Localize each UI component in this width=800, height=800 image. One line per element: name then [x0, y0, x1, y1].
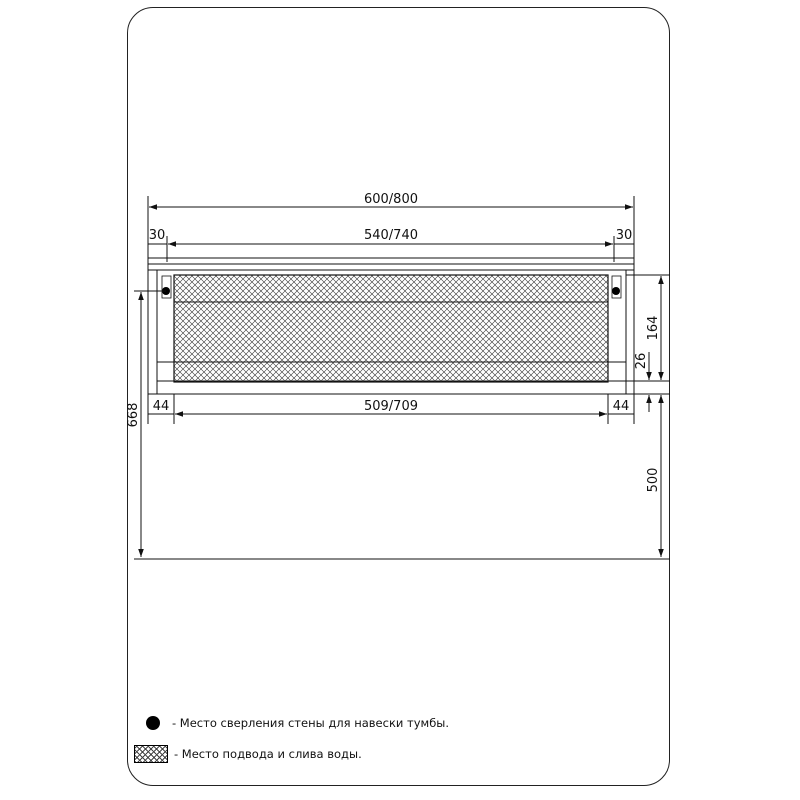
mounting-bracket-left: [162, 276, 171, 298]
side-left-label: 30: [148, 228, 166, 243]
bottom-left-label: 44: [152, 399, 170, 414]
bottom-right-label: 44: [612, 399, 630, 414]
bottom-offset-label: 26: [634, 352, 649, 370]
zone-height-label: 164: [646, 315, 661, 341]
legend-drill: [134, 716, 449, 730]
water-legend-label: - Место подвода и слива воды.: [174, 747, 362, 761]
water-supply-zone: [174, 275, 608, 382]
side-right-label: 30: [615, 228, 633, 243]
floor-height-label: 500: [646, 467, 661, 493]
drill-legend-label: - Место сверления стены для навески тумбы.: [172, 716, 450, 730]
bottom-width-label: 509/709: [363, 399, 419, 414]
hatch-swatch-icon: [134, 745, 168, 763]
legend-water: [134, 745, 362, 763]
total-height-label: 668: [126, 402, 141, 428]
mounting-bracket-right: [612, 276, 621, 298]
overall-width-label: 600/800: [363, 192, 419, 207]
inner-width-label: 540/740: [363, 228, 419, 243]
drill-point-icon: [146, 716, 160, 730]
